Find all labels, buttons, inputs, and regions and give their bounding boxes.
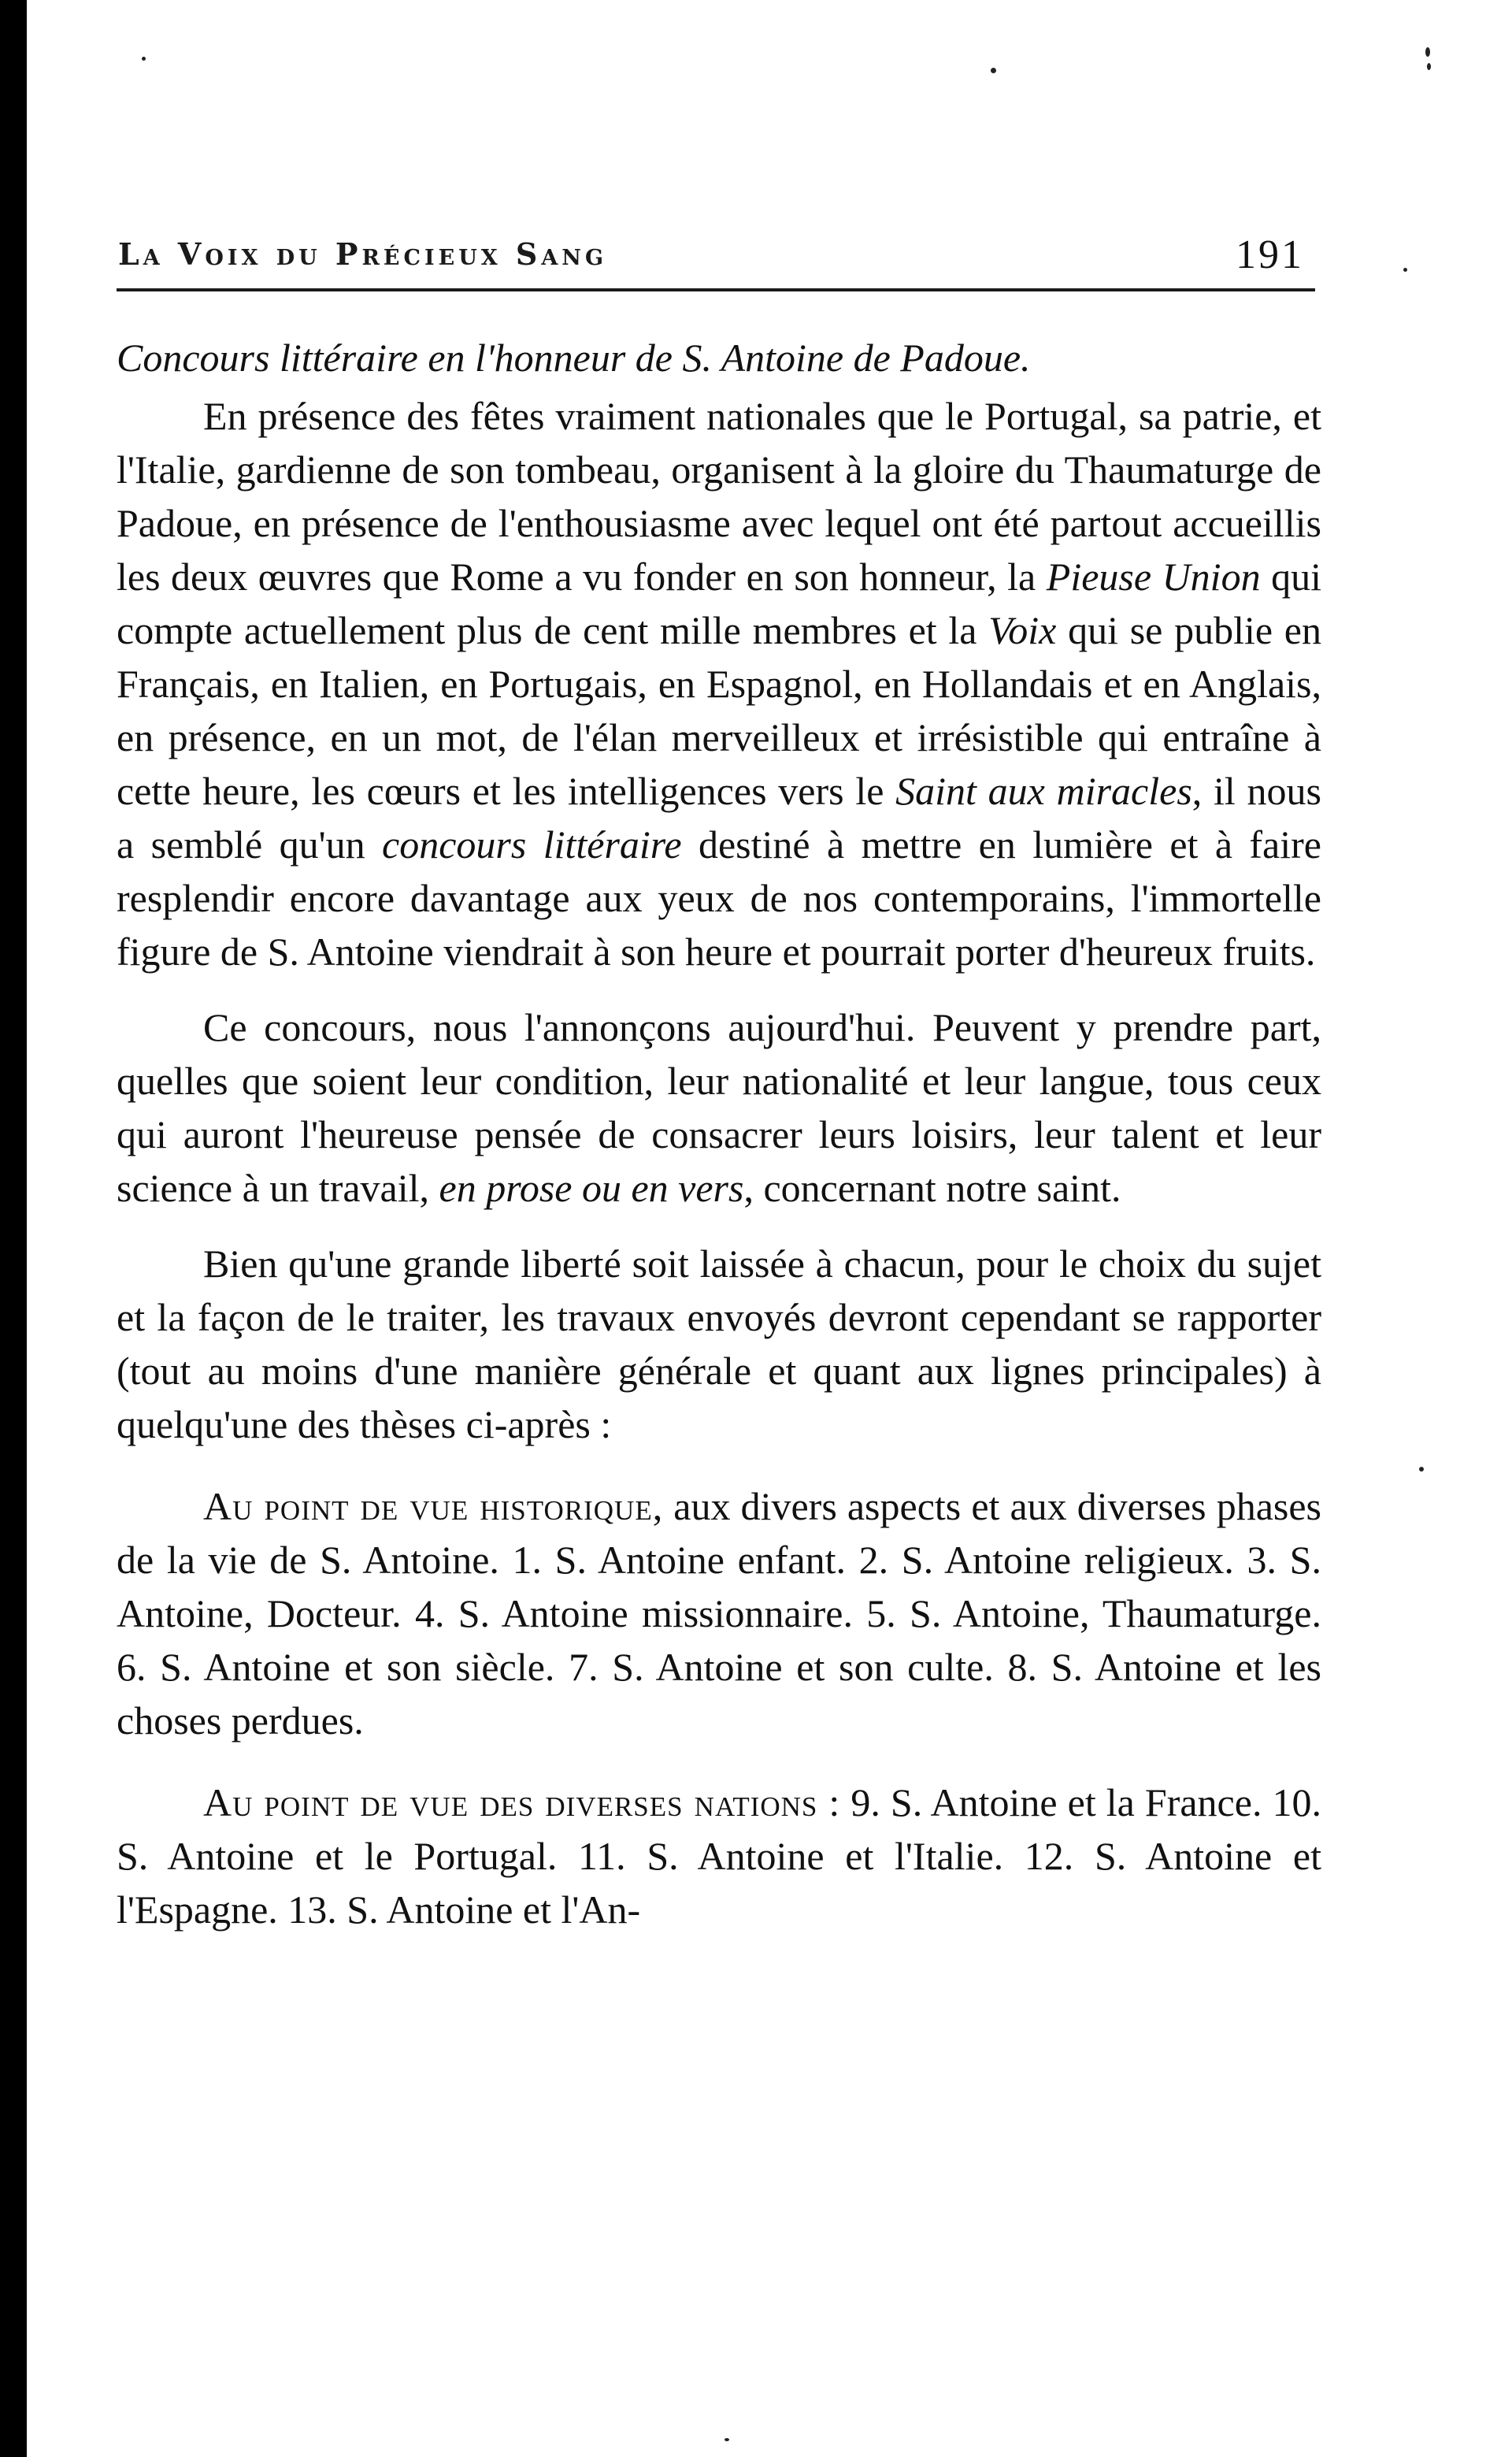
text-run: qui compte actuellement plus de cent mille membres et la — [117, 555, 1321, 652]
page-header — [117, 228, 1321, 280]
section-heading: Au point de vue des diverses nations : — [203, 1780, 841, 1824]
text-run: aux divers aspects et aux diverses phases de la vie de S. Antoine. 1. S. Antoine enfant. 2. S. Antoine religieux. 3. S. Antoine, Docteur. 4. S. Antoine missionnaire. 5. S. Antoine, Thaumaturge. 6. S. Antoine et son siècle. 7. S. Antoine et son culte. 8. S. Antoine et les choses perdues. — [117, 1484, 1321, 1743]
ink-speck — [1403, 268, 1407, 272]
running-title: La Voix du Précieux Sang — [118, 236, 608, 272]
ink-speck — [991, 68, 996, 73]
page-number: 191 — [1236, 232, 1304, 277]
paragraph-1 — [117, 389, 1321, 978]
paragraph-2 — [117, 1000, 1321, 1215]
italic-run: concours littéraire — [382, 822, 682, 867]
book-page — [117, 228, 1321, 1936]
paragraph-3: Bien qu'une grande liberté soit laissée à chacun, pour le choix du sujet et la façon de le traiter, les travaux envoyés devront cependant se rapporter (tout au moins d'une manière générale et quant aux lignes principales) à quelqu'une des thèses ci-après : — [117, 1241, 1321, 1446]
italic-run: en prose ou en vers — [439, 1166, 744, 1210]
text-run: Ce concours, nous l'annonçons aujourd'hui. Peuvent y prendre part, quelles que soient leur condition, leur nationalité et leur langue, tous ceux qui auront l'heureuse pensée de consacrer leurs loisirs, leur talent et leur science à un travail, — [117, 1005, 1321, 1210]
text-run: 9. S. Antoine et la France. 10. S. Antoine et le Portugal. 11. S. Antoine et l'Italie. 12. S. Antoine et l'Espagne. 13. S. Antoine et l'An- — [117, 1780, 1321, 1932]
italic-run: Pieuse Union — [1046, 555, 1261, 599]
article-title: Concours littéraire en l'honneur de S. Antoine de Padoue. — [117, 336, 1031, 380]
ink-speck — [1425, 47, 1430, 57]
section-heading: Au point de vue historique, — [203, 1484, 664, 1528]
ink-speck — [724, 2438, 729, 2441]
page-edge-shadow — [0, 0, 27, 2457]
text-run: destiné à mettre en lumière et à faire resplendir encore davantage aux yeux de nos contemporains, l'immortelle figure de S. Antoine viendrait à son heure et pourrait porter d'heureux fruits. — [117, 822, 1321, 974]
ink-speck — [1419, 1467, 1424, 1472]
paragraph-5 — [117, 1776, 1321, 1936]
text-run: qui se publie en Français, en Italien, en Portugais, en Espagnol, en Hollandais et en Anglais, en présence, en un mot, de l'élan merveilleux et irrésistible qui entraîne à cette heure, les cœurs et les intelligences vers le — [117, 608, 1322, 813]
italic-run: Saint aux miracles — [895, 769, 1192, 813]
italic-run: Voix — [988, 608, 1057, 652]
text-run: , concernant notre saint. — [743, 1166, 1121, 1210]
ink-speck — [142, 57, 146, 61]
ink-speck — [1427, 63, 1431, 70]
paragraph-4 — [117, 1479, 1321, 1747]
header-rule — [117, 288, 1315, 291]
text-run: , il nous a semblé qu'un — [117, 769, 1322, 867]
text-run: En présence des fêtes vraiment nationales que le Portugal, sa patrie, et l'Italie, gardienne de son tombeau, organisent à la gloire du Thaumaturge de Padoue, en présence de l'enthousiasme avec lequel ont été partout accueillis les deux œuvres que Rome a vu fonder en son honneur, la — [117, 394, 1321, 599]
